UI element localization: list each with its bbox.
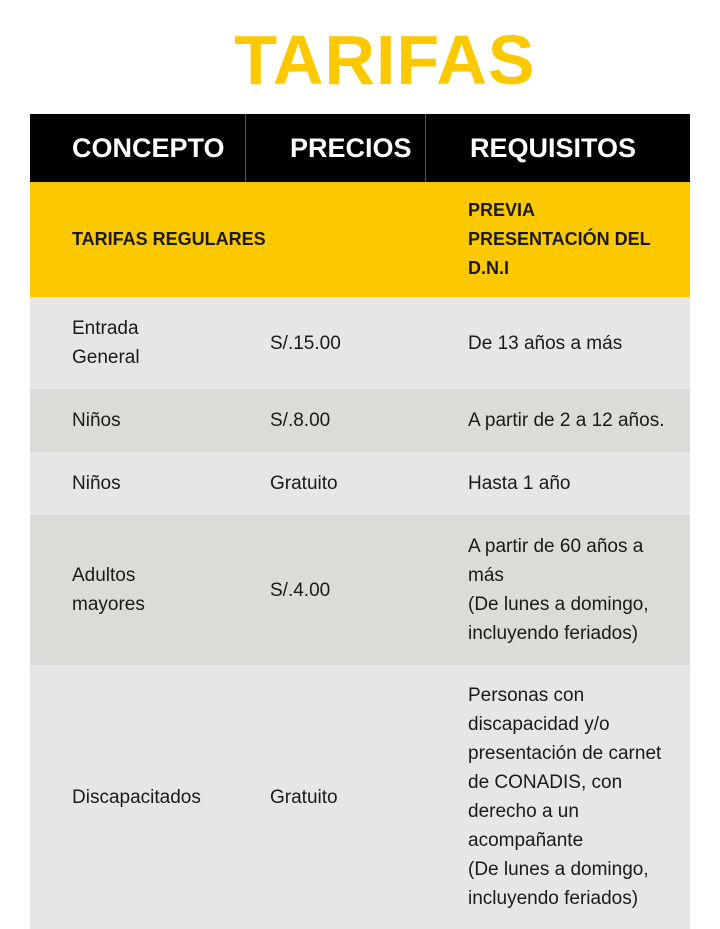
header-concept: CONCEPTO <box>30 114 246 182</box>
row-requirement: A partir de 60 años a más (De lunes a domingo, incluyendo feriados) <box>468 536 649 644</box>
regular-rates-row <box>30 182 690 297</box>
row-price: S/.15.00 <box>270 332 341 354</box>
table-row <box>30 297 690 389</box>
page-title: TARIFAS <box>234 21 536 99</box>
row-requirement: De 13 años a más <box>468 332 623 354</box>
table-row <box>30 665 690 929</box>
regular-rates-label: TARIFAS REGULARES <box>72 229 266 249</box>
row-concept: Niños <box>72 473 121 494</box>
row-requirement: Hasta 1 año <box>468 473 571 494</box>
header-price: PRECIOS <box>246 114 426 182</box>
table-row <box>30 452 690 515</box>
row-concept: Niños <box>72 410 121 431</box>
tariff-table <box>30 114 690 929</box>
row-concept: Entrada General <box>72 318 140 368</box>
regular-rates-requirement: PREVIA PRESENTACIÓN DEL D.N.I <box>468 200 651 278</box>
row-price: Gratuito <box>270 473 338 494</box>
header-requirements: REQUISITOS <box>470 132 637 163</box>
row-requirement: Personas con discapacidad y/o presentación de carnet de CONADIS, con derecho a un acompañante (De lunes a domingo, incluyendo feriados) <box>468 685 662 909</box>
row-concept: Discapacitados <box>72 786 201 808</box>
table-row <box>30 515 690 665</box>
row-price: Gratuito <box>270 786 338 808</box>
table-row <box>30 389 690 452</box>
row-price: S/.8.00 <box>270 410 331 431</box>
row-price: S/.4.00 <box>270 579 331 601</box>
row-requirement: A partir de 2 a 12 años. <box>468 410 665 431</box>
row-concept: Adultos mayores <box>72 565 145 615</box>
table-header <box>30 114 690 182</box>
